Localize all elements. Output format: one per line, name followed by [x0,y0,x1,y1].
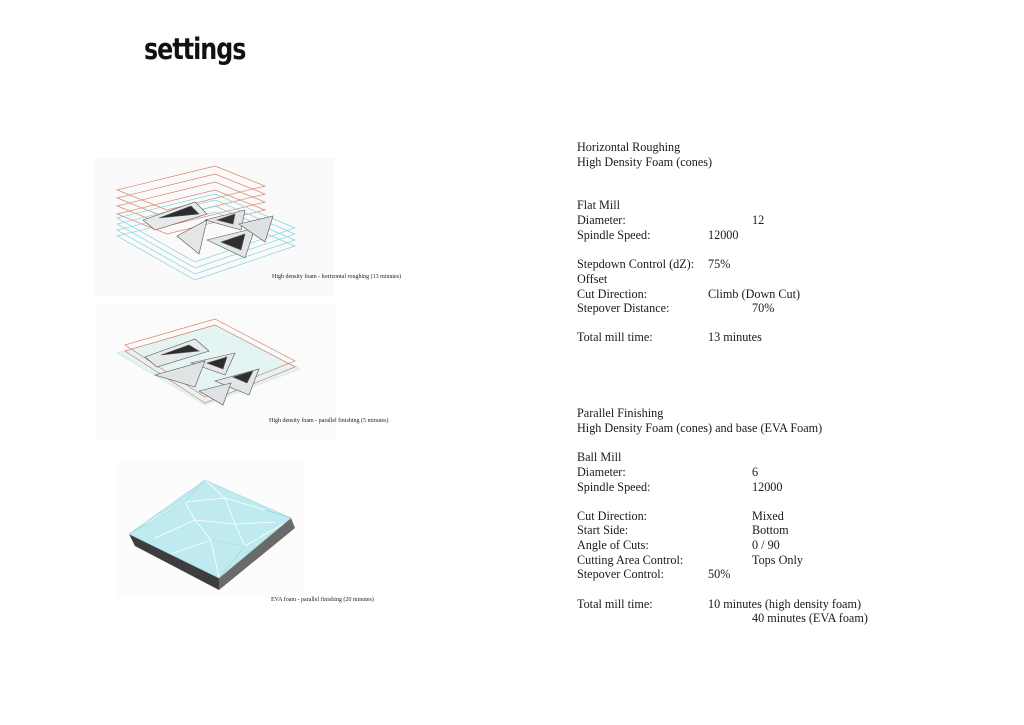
eva-foam-diagram [115,462,305,598]
stepover-label: Stepover Control: [577,567,664,581]
cutting-area-value: Tops Only [752,553,803,567]
roughing-tool: Flat Mill [577,198,621,212]
finishing-tool: Ball Mill [577,450,622,464]
angle-of-cuts-label: Angle of Cuts: [577,538,649,552]
finishing-title: Parallel Finishing [577,406,664,420]
figure-caption: High density foam - parallel finishing (5 minutes) [269,418,389,424]
figure-caption: EVA foam - parallel finishing (20 minutes) [271,597,374,603]
figure-caption: High density foam - horizontal roughing (13 minutes) [272,274,402,280]
spindle-speed-value: 12000 [708,228,739,242]
total-mill-time-value: 13 minutes [708,330,762,344]
total-mill-time-label: Total mill time: [577,597,653,611]
stepdown-label: Stepdown Control (dZ): [577,257,695,271]
cut-direction-label: Cut Direction: [577,509,648,523]
stepdown-value: 75% [708,257,731,271]
total-mill-time-value: 10 minutes (high density foam) [708,597,861,611]
cutting-area-label: Cutting Area Control: [577,553,684,567]
stepover-label: Stepover Distance: [577,301,670,315]
offset-label: Offset [577,272,608,286]
diameter-label: Diameter: [577,213,626,227]
cut-direction-value: Mixed [752,509,784,523]
stepover-value: 70% [752,301,775,315]
start-side-label: Start Side: [577,523,629,537]
spindle-speed-value: 12000 [752,480,783,494]
start-side-value: Bottom [752,523,789,537]
angle-of-cuts-value: 0 / 90 [752,538,780,552]
stepover-value: 50% [708,567,731,581]
cut-direction-label: Cut Direction: [577,287,648,301]
page-title: settings [144,32,246,66]
roughing-title: Horizontal Roughing [577,140,681,154]
cut-direction-value: Climb (Down Cut) [708,287,801,301]
diameter-value: 6 [752,465,759,479]
total-mill-time-value: 40 minutes (EVA foam) [752,611,868,625]
finishing-material: High Density Foam (cones) and base (EVA Foam) [577,421,823,435]
spindle-speed-label: Spindle Speed: [577,480,651,494]
total-mill-time-label: Total mill time: [577,330,653,344]
diameter-label: Diameter: [577,465,626,479]
spindle-speed-label: Spindle Speed: [577,228,651,242]
diameter-value: 12 [752,213,765,227]
roughing-material: High Density Foam (cones) [577,155,713,169]
